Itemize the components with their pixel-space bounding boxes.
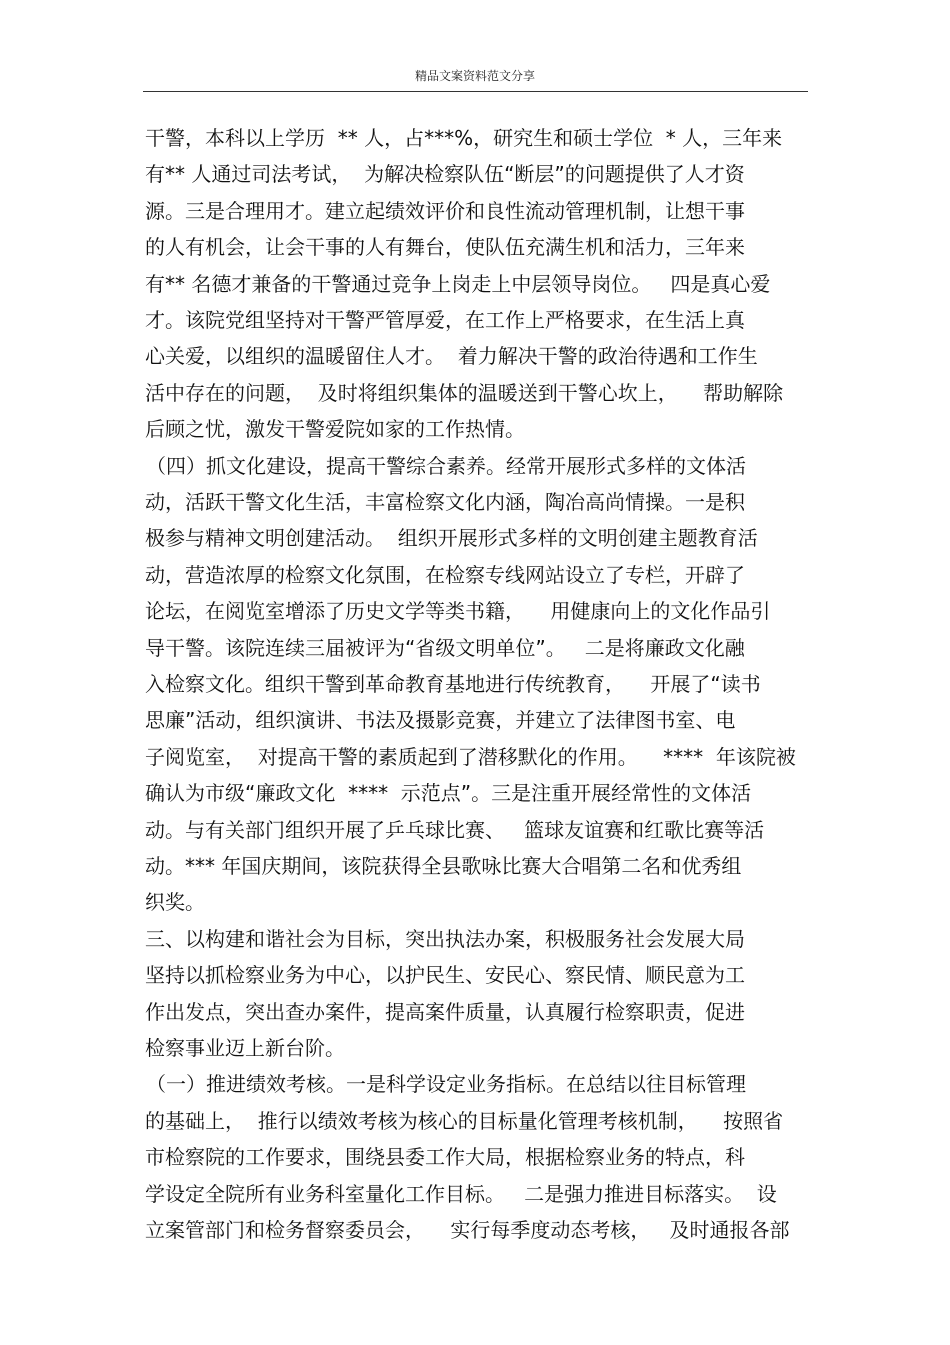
text-line: 检察事业迈上新台阶。 [145, 1036, 345, 1060]
text-line: 入检察文化。组织干警到革命教育基地进行传统教育， 开展了“读书 [145, 672, 761, 696]
text-line: 论坛，在阅览室增添了历史文学等类书籍， 用健康向上的文化作品引 [145, 599, 771, 623]
text-line: 才。该院党组坚持对干警严管厚爱，在工作上严格要求，在生活上真 [145, 308, 745, 332]
text-line: 动，活跃干警文化生活，丰富检察文化内涵，陶冶高尚情操。一是积 [145, 490, 745, 514]
text-line: 三、以构建和谐社会为目标，突出执法办案，积极服务社会发展大局 [145, 927, 745, 951]
text-line: （四）抓文化建设，提高干警综合素养。经常开展形式多样的文体活 [146, 454, 746, 478]
text-line: 极参与精神文明创建活动。 组织开展形式多样的文明创建主题教育活 [145, 526, 758, 550]
header-divider [143, 91, 808, 92]
text-line: 心关爱，以组织的温暖留住人才。 着力解决干警的政治待遇和工作生 [145, 344, 758, 368]
text-line: 坚持以抓检察业务为中心，以护民生、安民心、察民情、顺民意为工 [145, 963, 745, 987]
text-line: 动。与有关部门组织开展了乒乓球比赛、 篮球友谊赛和红歌比赛等活 [145, 818, 765, 842]
text-line: 立案管部门和检务督察委员会， 实行每季度动态考核， 及时通报各部 [145, 1218, 790, 1242]
text-line: 导干警。该院连续三届被评为“省级文明单位”。 二是将廉政文化融 [145, 636, 745, 660]
text-line: 子阅览室， 对提高干警的素质起到了潜移默化的作用。 **** 年该院被 [145, 745, 796, 769]
page-header: 精品文案资料范文分享 [414, 69, 535, 83]
text-line: 市检察院的工作要求，围绕县委工作大局，根据检察业务的特点，科 [145, 1145, 745, 1169]
text-line: 动。*** 年国庆期间，该院获得全县歌咏比赛大合唱第二名和优秀组 [145, 854, 742, 878]
text-line: 有** 名德才兼备的干警通过竞争上岗走上中层领导岗位。 四是真心爱 [145, 272, 771, 296]
text-line: 有** 人通过司法考试， 为解决检察队伍“断层”的问题提供了人才资 [145, 162, 745, 186]
text-line: 确认为市级“廉政文化 **** 示范点”。三是注重开展经常性的文体活 [145, 781, 752, 805]
text-line: 动，营造浓厚的检察文化氛围，在检察专线网站设立了专栏，开辟了 [145, 563, 745, 587]
text-line: 作出发点，突出查办案件，提高案件质量，认真履行检察职责，促进 [145, 1000, 745, 1024]
text-line: 后顾之忧，激发干警爱院如家的工作热情。 [145, 417, 525, 441]
text-line: 思廉”活动，组织演讲、书法及摄影竞赛，并建立了法律图书室、电 [145, 708, 736, 732]
text-line: 源。三是合理用才。建立起绩效评价和良性流动管理机制，让想干事 [145, 199, 745, 223]
text-line: 干警，本科以上学历 ** 人，占***%，研究生和硕士学位 * 人，三年来 [145, 126, 783, 150]
text-line: 的人有机会，让会干事的人有舞台，使队伍充满生机和活力，三年来 [145, 235, 745, 259]
text-line: 学设定全院所有业务科室量化工作目标。 二是强力推进目标落实。 设 [145, 1182, 777, 1206]
text-line: （一）推进绩效考核。一是科学设定业务指标。在总结以往目标管理 [146, 1072, 746, 1096]
text-line: 活中存在的问题， 及时将组织集体的温暖送到干警心坎上， 帮助解除 [145, 381, 784, 405]
text-line: 织奖。 [145, 890, 205, 914]
text-line: 的基础上， 推行以绩效考核为核心的目标量化管理考核机制， 按照省 [145, 1109, 784, 1133]
